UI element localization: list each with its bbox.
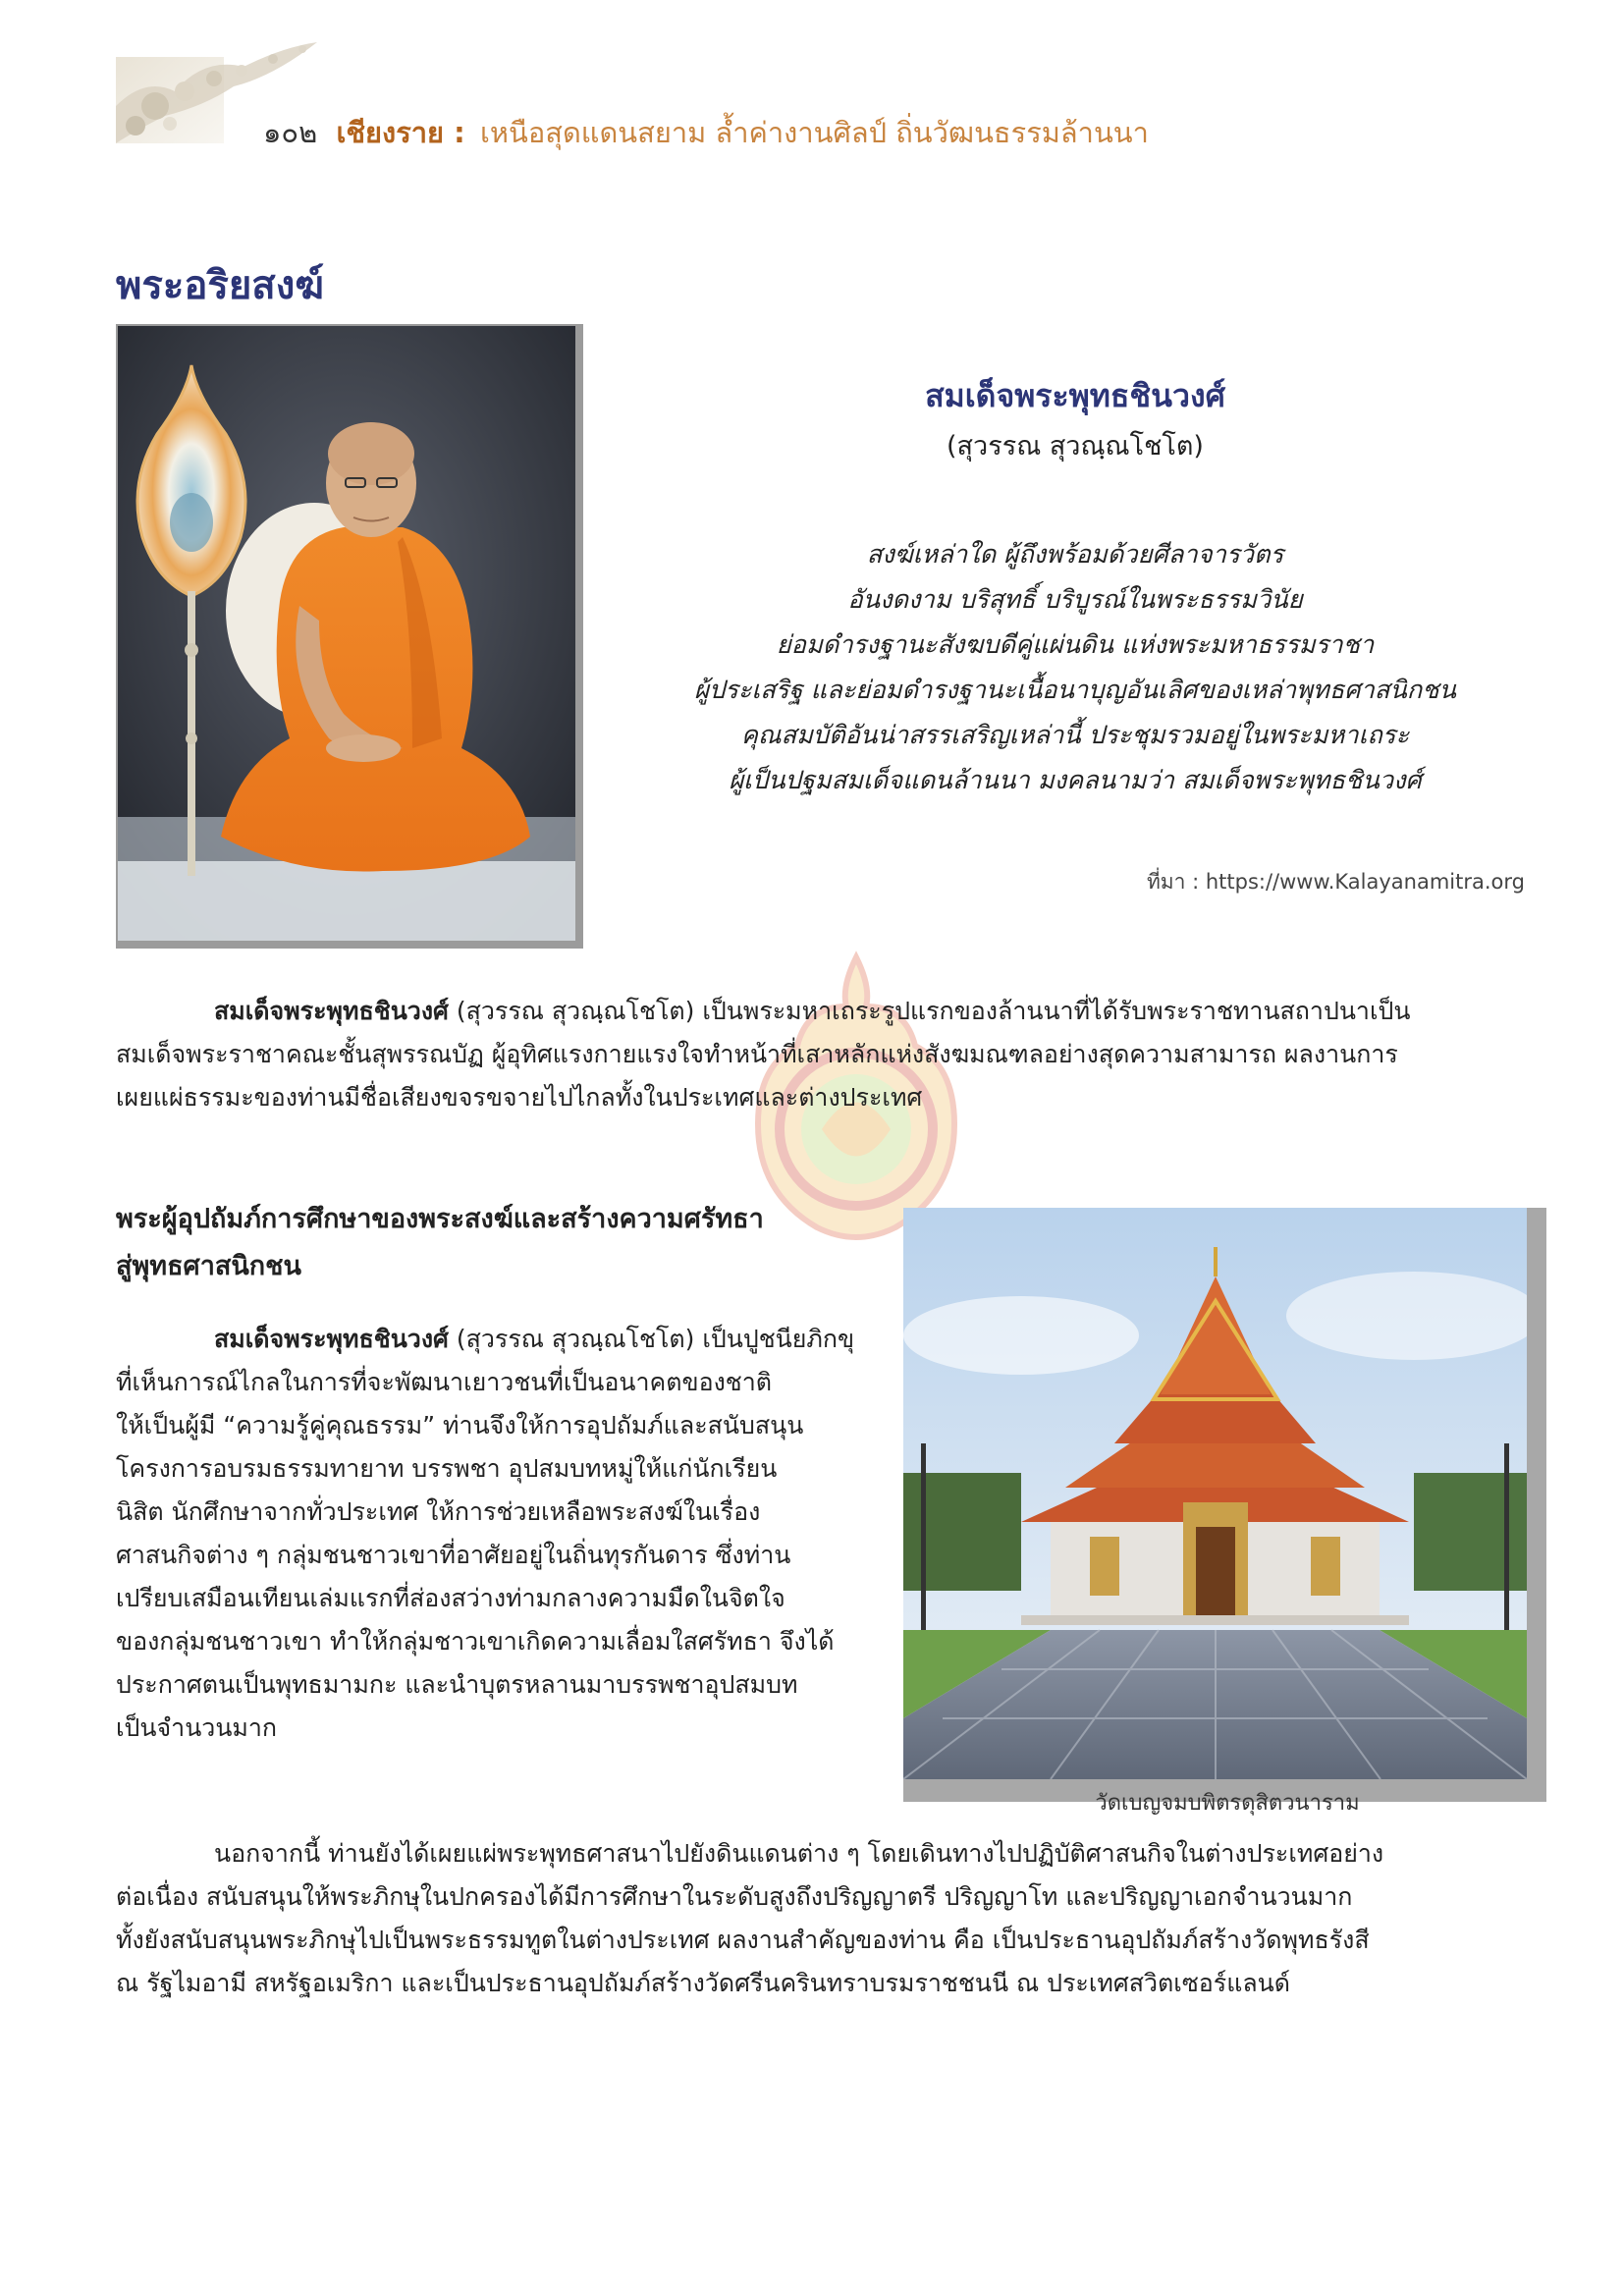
paragraph-education (116, 1318, 854, 1750)
monk-name-bold: สมเด็จพระพุทธชินวงศ์ (214, 1325, 449, 1353)
paragraph-line: เปรียบเสมือนเทียนเล่มแรกที่ส่องสว่างท่ามกลางความมืดในจิตใจ (116, 1584, 785, 1612)
paragraph-text: (สุวรรณ สุวณฺณโชโต) เป็นปูชนียภิกขุ (448, 1325, 855, 1353)
monk-name-heading: สมเด็จพระพุทธชินวงศ์ (925, 377, 1225, 414)
temple-photo-caption: วัดเบญจมบพิตรดุสิตวนาราม (1095, 1791, 1360, 1816)
section-title: พระอริยสงฆ์ (116, 263, 324, 308)
paragraph-line: ประกาศตนเป็นพุทธมามกะ และนำบุตรหลานมาบรรพชาอุปสมบท (116, 1670, 798, 1699)
paragraph-line: ให้เป็นผู้มี “ความรู้คู่คุณธรรม” ท่านจึงให้การอุปถัมภ์และสนับสนุน (116, 1411, 804, 1439)
verse-line: คุณสมบัติอันน่าสรรเสริญเหล่านี้ ประชุมรวมอยู่ในพระมหาเถระ (740, 721, 1410, 750)
paragraph-overseas (116, 1832, 1383, 2005)
paragraph-line: สมเด็จพระราชาคณะชั้นสุพรรณบัฏ ผู้อุทิศแรงกายแรงใจทำหน้าที่เสาหลักแห่งสังฆมณฑลอย่างสุดความสามารถ ผลงานการ (116, 1040, 1398, 1068)
paragraph-text: (สุวรรณ สุวณฺณโชโต) เป็นพระมหาเถระรูปแรกของล้านนาที่ได้รับพระราชทานสถาปนาเป็น (448, 997, 1411, 1025)
paragraph-line: เป็นจำนวนมาก (116, 1713, 278, 1742)
verse-line: ผู้เป็นปฐมสมเด็จแดนล้านนา มงคลนามว่า สมเด็จพระพุทธชินวงศ์ (729, 766, 1422, 795)
sub-heading-line: สู่พุทธศาสนิกชน (116, 1251, 301, 1281)
verse-line: สงฆ์เหล่าใด ผู้ถึงพร้อมด้วยศีลาจารวัตร (866, 540, 1284, 570)
paragraph-line: ศาสนกิจต่าง ๆ กลุ่มชนชาวเขาที่อาศัยอยู่ในถิ่นทุรกันดาร ซึ่งท่าน (116, 1541, 791, 1569)
monk-name-subtitle: (สุวรรณ สุวณฺณโชโต) (947, 431, 1204, 462)
paragraph-line: โครงการอบรมธรรมทายาท บรรพชา อุปสมบทหมู่ให้แก่นักเรียน (116, 1454, 778, 1483)
image-source-note: ที่มา : https://www.Kalayanamitra.org (1146, 870, 1525, 894)
paragraph-line (116, 990, 1410, 1033)
paragraph-line: ของกลุ่มชนชาวเขา ทำให้กลุ่มชาวเขาเกิดความเลื่อมใสศรัทธา จึงได้ (116, 1627, 835, 1656)
paragraph-line: ณ รัฐไมอามี สหรัฐอเมริกา และเป็นประธานอุปถัมภ์สร้างวัดศรีนครินทราบรมราชชนนี ณ ประเทศสวิตเซอร์แลนด์ (116, 1969, 1290, 1997)
sub-heading (116, 1196, 764, 1290)
verse-line: ย่อมดำรงฐานะสังฆบดีคู่แผ่นดิน แห่งพระมหาธรรมราชา (776, 630, 1375, 660)
paragraph-line: เผยแผ่ธรรมะของท่านมีชื่อเสียงขจรขจายไปไกลทั้งในประเทศและต่างประเทศ (116, 1083, 923, 1112)
paragraph-line: ต่อเนื่อง สนับสนุนให้พระภิกษุในปกครองได้มีการศึกษาในระดับสูงถึงปริญญาตรี ปริญญาโท และปริญญาเอกจำนวนมาก (116, 1882, 1353, 1911)
paragraph-intro (116, 990, 1410, 1119)
paragraph-line: นิสิต นักศึกษาจากทั่วประเทศ ให้การช่วยเหลือพระสงฆ์ในเรื่อง (116, 1497, 761, 1526)
paragraph-text: นอกจากนี้ ท่านยังได้เผยแผ่พระพุทธศาสนาไปยังดินแดนต่าง ๆ โดยเดินทางไปปฏิบัติศาสนกิจในต่างประเทศอย่าง (214, 1839, 1384, 1868)
monk-name-bold: สมเด็จพระพุทธชินวงศ์ (214, 997, 449, 1025)
monk-portrait-image (118, 326, 575, 941)
book-title-sub: เหนือสุดแดนสยาม ล้ำค่างานศิลป์ ถิ่นวัฒนธรรมล้านนา (479, 116, 1149, 149)
sub-heading-line: พระผู้อุปถัมภ์การศึกษาของพระสงฆ์และสร้างความศรัทธา (116, 1204, 764, 1234)
temple-photo-image (903, 1208, 1527, 1779)
verse-line: ผู้ประเสริฐ และย่อมดำรงฐานะเนื้อนาบุญอันเลิศของเหล่าพุทธศาสนิกชน (694, 676, 1456, 705)
running-header (263, 110, 1149, 155)
page-number: ๑๐๒ (263, 116, 318, 149)
book-title-main: เชียงราย : (336, 116, 465, 149)
paragraph-line (116, 1318, 854, 1361)
paragraph-line (116, 1832, 1383, 1875)
paragraph-line: ที่เห็นการณ์ไกลในการที่จะพัฒนาเยาวชนที่เป็นอนาคตของชาติ (116, 1368, 773, 1396)
verse-line: อันงดงาม บริสุทธิ์ บริบูรณ์ในพระธรรมวินัย (847, 585, 1303, 615)
paragraph-line: ทั้งยังสนับสนุนพระภิกษุไปเป็นพระธรรมทูตในต่างประเทศ ผลงานสำคัญของท่าน คือ เป็นประธานอุปถัมภ์สร้างวัดพุทธรังสี (116, 1926, 1370, 1954)
tribute-verse (668, 532, 1483, 803)
